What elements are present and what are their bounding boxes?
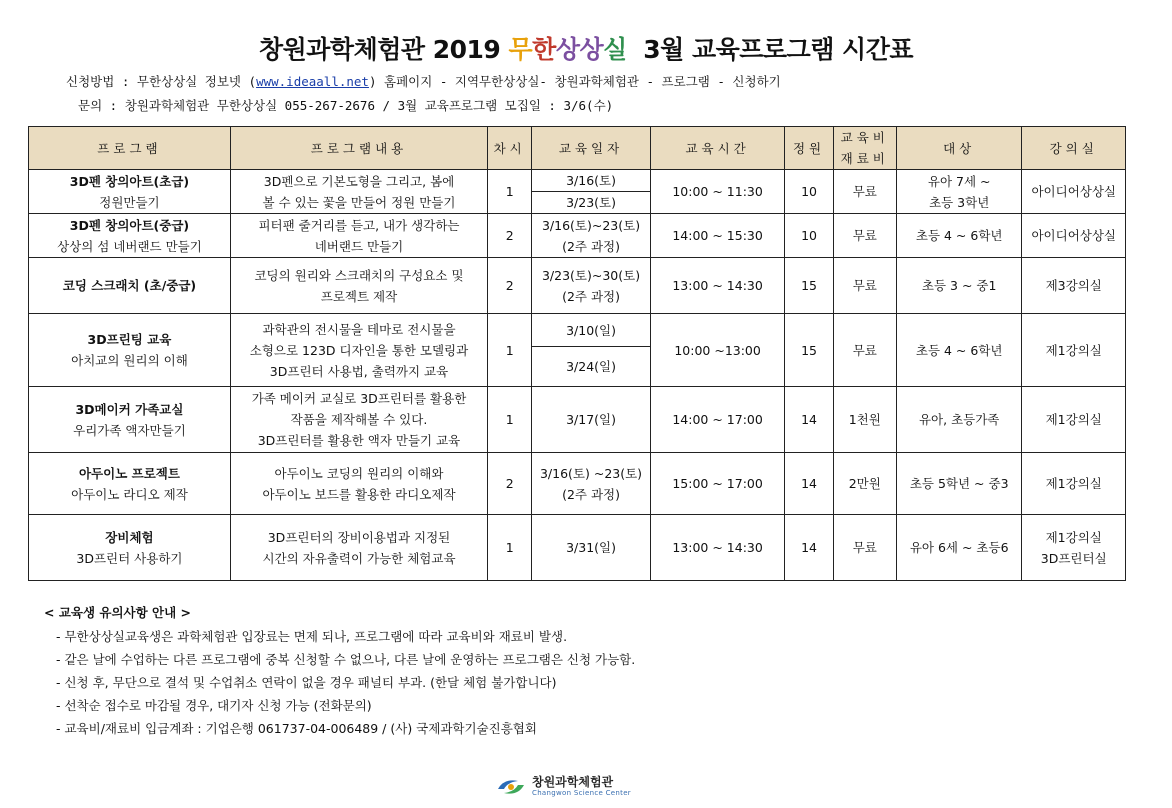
logo-name-kr: 창원과학체험관 [532,775,614,789]
program-fee: 무료 [833,258,896,314]
program-room: 제1강의실 3D프린터실 [1022,515,1126,581]
header-time: 교육시간 [650,127,785,170]
program-target: 초등 5학년 ~ 중3 [896,453,1022,515]
header-room: 강의실 [1022,127,1126,170]
program-capacity: 14 [785,515,833,581]
table-row [29,453,1126,515]
apply-method-line [66,72,781,90]
program-description: 피터팬 줄거리를 듣고, 내가 생각하는 네버랜드 만들기 [230,214,487,258]
program-description: 가족 메이커 교실로 3D프린터를 활용한 작품을 제작해볼 수 있다. 3D프린터를 활용한 액자 만들기 교육 [230,387,487,453]
program-capacity: 10 [785,214,833,258]
program-capacity: 10 [785,170,833,214]
program-capacity: 14 [785,387,833,453]
program-date: 3/23(토)~30(토) (2주 과정) [532,258,651,314]
page-title [0,30,1172,66]
program-room: 제1강의실 [1022,387,1126,453]
program-fee: 2만원 [833,453,896,515]
header-content: 프로그램내용 [230,127,487,170]
table-row [29,214,1126,258]
table-header-row [29,127,1126,170]
program-capacity: 15 [785,258,833,314]
program-fee: 무료 [833,515,896,581]
program-room: 아이디어상상실 [1022,214,1126,258]
program-time: 15:00 ~ 17:00 [650,453,785,515]
notice-item: - 무한상상실교육생은 과학체험관 입장료는 면제 되나, 프로그램에 따라 교육비와 재료비 발생. [56,629,568,644]
program-description: 아두이노 코딩의 원리의 이해와 아두이노 보드를 활용한 라디오제작 [230,453,487,515]
program-date: 3/17(일) [532,387,651,453]
schedule-table [28,126,1126,581]
program-description: 3D펜으로 기본도형을 그리고, 봄에 볼 수 있는 꽃을 만들어 정원 만들기 [230,170,487,214]
program-capacity: 14 [785,453,833,515]
program-name: 3D프린팅 교육 [87,332,172,347]
center-logo [494,776,631,798]
notice-item: - 신청 후, 무단으로 결석 및 수업취소 연락이 없을 경우 패널티 부과. (한달 체험 불가합니다) [56,675,557,690]
notice-item: - 같은 날에 수업하는 다른 프로그램에 중복 신청할 수 없으나, 다른 날에 운영하는 프로그램은 신청 가능함. [56,652,636,667]
header-program: 프로그램 [29,127,231,170]
apply-method-text: 신청방법 : 무한상상실 정보넷 ( [66,74,257,89]
program-time: 10:00 ~ 11:30 [650,170,785,214]
header-fee: 교육비 재료비 [833,127,896,170]
table-row [29,387,1126,453]
program-subtitle: 우리가족 액자만들기 [73,422,186,438]
program-description: 과학관의 전시물을 테마로 전시물을 소형으로 123D 디자인을 통한 모델링과 3D프린터 사용법, 출력까지 교육 [230,314,487,387]
table-row [29,170,1126,192]
session-count: 1 [488,515,532,581]
program-room: 제1강의실 [1022,314,1126,387]
program-time: 10:00 ~13:00 [650,314,785,387]
center-logo-icon [494,776,528,798]
program-subtitle: 상상의 섬 네버랜드 만들기 [57,238,202,254]
notice-section [44,603,635,740]
program-date: 3/31(일) [532,515,651,581]
ideaall-link[interactable]: www.ideaall.net [256,74,369,89]
title-highlight-3: 상상 [555,35,604,64]
title-part-1: 창원과학체험관 2019 [258,35,509,64]
header-session: 차시 [488,127,532,170]
program-name: 장비체험 [105,529,154,545]
program-room: 제1강의실 [1022,453,1126,515]
notice-item: - 교육비/재료비 입금계좌 : 기업은행 061737-04-006489 / (사) 국제과학기술진흥협회 [56,721,537,736]
program-target: 초등 4 ~ 6학년 [896,214,1022,258]
program-capacity: 15 [785,314,833,387]
title-part-2: 3월 교육프로그램 시간표 [626,35,914,64]
header-capacity: 정원 [785,127,833,170]
title-highlight-4: 실 [603,35,627,64]
program-description: 3D프린터의 장비이용법과 지정된 시간의 자유출력이 가능한 체험교육 [230,515,487,581]
title-highlight-1: 무 [508,35,533,64]
logo-name-en: Changwon Science Center [532,789,631,797]
program-subtitle: 아두이노 라디오 제작 [71,486,188,502]
program-name: 아두이노 프로젝트 [78,465,180,481]
program-time: 13:00 ~ 14:30 [650,515,785,581]
program-time: 14:00 ~ 17:00 [650,387,785,453]
program-date: 3/23(토) [532,192,651,214]
session-count: 1 [488,387,532,453]
program-subtitle: 3D프린터 사용하기 [76,550,183,566]
program-date: 3/10(일) [532,314,651,347]
program-name: 3D메이커 가족교실 [75,401,184,417]
program-date: 3/24(일) [532,347,651,387]
program-room: 제3강의실 [1022,258,1126,314]
program-description: 코딩의 원리와 스크래치의 구성요소 및 프로젝트 제작 [230,258,487,314]
program-date: 3/16(토)~23(토) (2주 과정) [532,214,651,258]
program-time: 13:00 ~ 14:30 [650,258,785,314]
title-highlight-2: 한 [532,35,556,64]
program-name: 3D펜 창의아트(중급) [69,217,190,233]
program-target: 유아, 초등가족 [896,387,1022,453]
program-subtitle: 아치교의 원리의 이해 [71,353,188,368]
program-target: 초등 4 ~ 6학년 [896,314,1022,387]
table-row [29,314,1126,347]
program-fee: 1천원 [833,387,896,453]
session-count: 2 [488,258,532,314]
program-fee: 무료 [833,170,896,214]
program-fee: 무료 [833,314,896,387]
session-count: 2 [488,214,532,258]
apply-method-path: ) 홈페이지 - 지역무한상상실- 창원과학체험관 - 프로그램 - 신청하기 [368,74,781,89]
session-count: 1 [488,170,532,214]
notice-item: - 선착순 접수로 마감될 경우, 대기자 신청 가능 (전화문의) [56,698,372,713]
notice-heading: < 교육생 유의사항 안내 > [44,605,192,620]
session-count: 1 [488,314,532,387]
program-date: 3/16(토) ~23(토) (2주 과정) [532,453,651,515]
program-target: 유아 7세 ~ 초등 3학년 [896,170,1022,214]
session-count: 2 [488,453,532,515]
program-name: 코딩 스크래치 (초/중급) [62,278,197,293]
table-row [29,515,1126,581]
program-fee: 무료 [833,214,896,258]
program-date: 3/16(토) [532,170,651,192]
program-target: 초등 3 ~ 중1 [896,258,1022,314]
program-target: 유아 6세 ~ 초등6 [896,515,1022,581]
program-room: 아이디어상상실 [1022,170,1126,214]
program-name: 3D펜 창의아트(초급) [69,173,190,189]
contact-line: 문의 : 창원과학체험관 무한상상실 055-267-2676 / 3월 교육프로그램 모집일 : 3/6(수) [78,98,614,113]
header-target: 대상 [896,127,1022,170]
header-date: 교육일자 [532,127,651,170]
table-row [29,258,1126,314]
program-time: 14:00 ~ 15:30 [650,214,785,258]
program-subtitle: 정원만들기 [99,194,160,210]
